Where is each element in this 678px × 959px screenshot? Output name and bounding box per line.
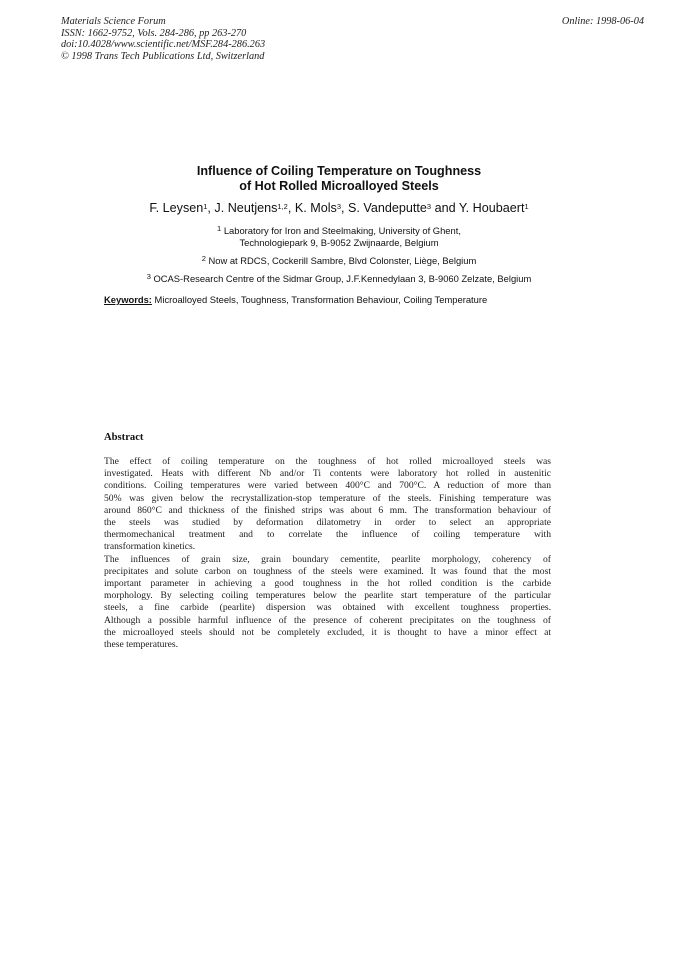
author-separator: , — [287, 201, 295, 215]
keywords-text: Microalloyed Steels, Toughness, Transformation Behaviour, Coiling Temperature — [154, 294, 488, 305]
keywords — [104, 294, 487, 306]
affil-marker: 3 — [146, 272, 151, 281]
author — [295, 201, 341, 215]
author — [348, 201, 431, 215]
abstract-line: conditions. Coiling temperatures were varied between 400°C and 700°C. A reduction of more than — [104, 480, 551, 492]
title-line-2: of Hot Rolled Microalloyed Steels — [239, 178, 439, 193]
author-name: Y. Houbaert — [458, 201, 525, 215]
abstract-line: thermomechanical treatment and to correlate the influence of coiling temperature with — [104, 529, 551, 541]
abstract-line: important parameter in achieving a good toughness in the hot rolled condition is the carbide — [104, 578, 551, 590]
author-name: J. Neutjens — [214, 201, 278, 215]
abstract-line: precipitates and solute carbon on toughness of the steels were examined. It was found that the most — [104, 565, 551, 577]
author-list — [0, 201, 678, 216]
author-name: S. Vandeputte — [348, 201, 427, 215]
author-affil-marker: 1 — [203, 202, 208, 211]
affil-marker: 2 — [201, 254, 206, 263]
author — [459, 201, 529, 215]
author — [149, 201, 207, 215]
abstract-line: Although a possible harmful influence of the presence of coherent precipitates on the toughness of — [104, 614, 551, 626]
affil-text: Laboratory for Iron and Steelmaking, University of Ghent, — [223, 225, 461, 236]
affiliation-2 — [0, 255, 678, 267]
author-name: F. Leysen — [149, 201, 204, 215]
abstract-line: steels, a fine carbide (pearlite) dispersion was obtained with excellent toughness properties. — [104, 602, 551, 614]
affil-text: Technologiepark 9, B-9052 Zwijnaarde, Belgium — [239, 237, 439, 249]
author-affil-marker: 3 — [426, 202, 432, 211]
publication-header — [61, 16, 265, 62]
author-affil-marker: 3 — [336, 202, 342, 211]
abstract-line: these temperatures. — [104, 639, 179, 651]
author-affil-marker: 1,2 — [277, 202, 288, 211]
affiliation-1 — [0, 225, 678, 249]
issn-line: ISSN: 1662-9752, Vols. 284-286, pp 263-270 — [61, 27, 247, 39]
author — [214, 201, 287, 215]
abstract-heading: Abstract — [104, 432, 144, 443]
journal-name: Materials Science Forum — [61, 16, 166, 27]
author-separator: , — [341, 201, 349, 215]
copyright-line: © 1998 Trans Tech Publications Ltd, Switzerland — [61, 50, 265, 62]
author-separator: and — [431, 201, 459, 215]
abstract-line: the steels was studied by deformation dilatometry in order to select an appropriate — [104, 517, 551, 529]
abstract-line: morphology. By selecting coiling temperatures below the pearlite start temperature of the particular — [104, 590, 551, 602]
doi-line: doi:10.4028/www.scientific.net/MSF.284-286.263 — [61, 39, 266, 51]
keywords-label: Keywords: — [104, 294, 152, 305]
affil-text: Now at RDCS, Cockerill Sambre, Blvd Colonster, Liège, Belgium — [208, 255, 477, 266]
abstract-line: 50% was given below the recrystallization-stop temperature of the steels. Finishing temperature was — [104, 492, 551, 504]
abstract-body — [104, 456, 551, 651]
affil-text: OCAS-Research Centre of the Sidmar Group, J.F.Kennedylaan 3, B-9060 Zelzate, Belgium — [153, 273, 532, 284]
affil-marker: 1 — [217, 224, 222, 233]
author-affil-marker: 1 — [524, 202, 529, 211]
abstract-line: the microalloyed steels should not be completely excluded, it is thought to have a minor effect at — [104, 626, 551, 638]
abstract-line: The effect of coiling temperature on the toughness of hot rolled microalloyed steels was — [104, 456, 551, 467]
abstract-line: around 860°C and thickness of the finished strips was about 6 mm. The transformation behaviour of — [104, 504, 551, 516]
affiliation-3 — [0, 273, 678, 285]
author-separator: , — [207, 201, 215, 215]
author-name: K. Mols — [294, 201, 337, 215]
online-date: Online: 1998-06-04 — [561, 16, 644, 27]
abstract-line: investigated. Heats with different Nb and/or Ti contents were laboratory hot rolled in austenitic — [104, 468, 551, 480]
paper-title — [0, 164, 678, 193]
abstract-line: transformation kinetics. — [104, 541, 196, 553]
abstract-line: The influences of grain size, grain boundary cementite, pearlite morphology, coherency of — [104, 553, 551, 565]
title-line-1: Influence of Coiling Temperature on Toughness — [196, 164, 482, 178]
